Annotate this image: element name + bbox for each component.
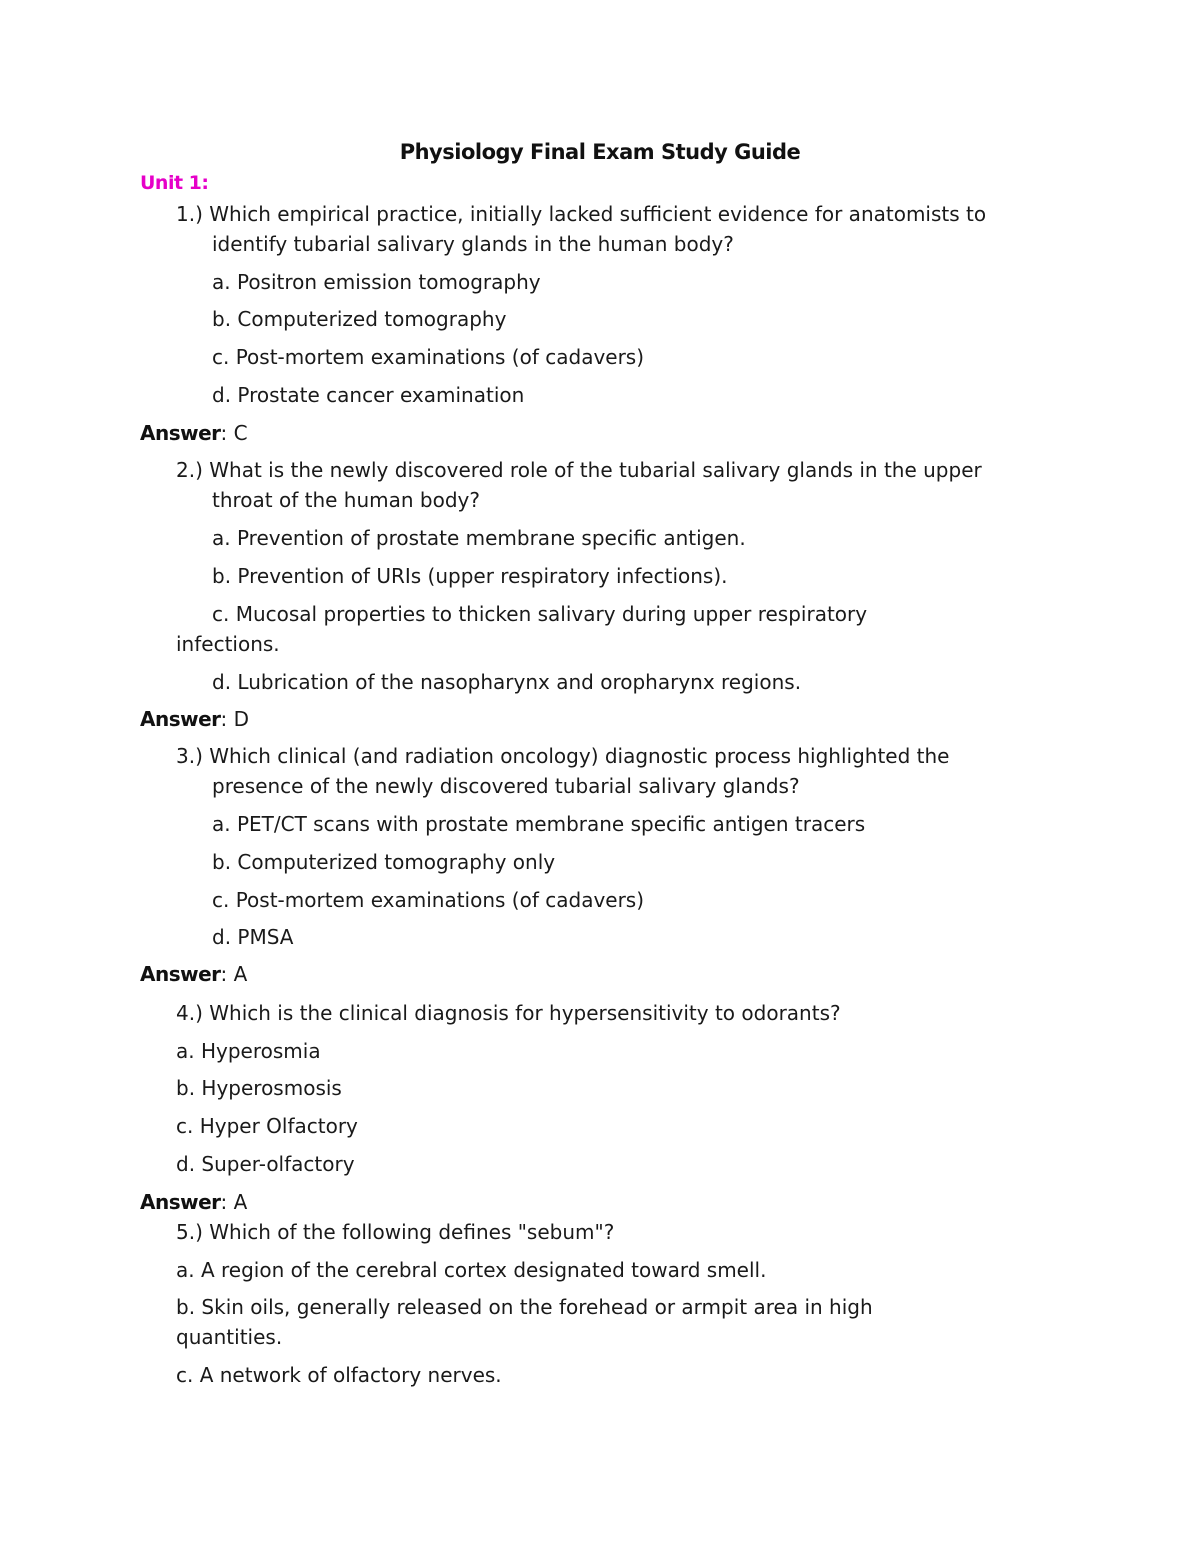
question-3-stem-line-1: 3.) Which clinical (and radiation oncology) diagnostic process highlighted the (176, 744, 950, 768)
question-3-option-a: a. PET/CT scans with prostate membrane specific antigen tracers (212, 812, 866, 836)
question-1-option-b: b. Computerized tomography (212, 307, 507, 331)
answer-label: Answer (140, 1190, 221, 1214)
answer-value: : A (220, 1190, 248, 1214)
question-4-option-b: b. Hyperosmosis (176, 1076, 342, 1100)
question-3-answer (140, 959, 247, 989)
question-4-answer (140, 1187, 247, 1217)
question-4-option-a: a. Hyperosmia (176, 1039, 321, 1063)
question-3-option-c: c. Post-mortem examinations (of cadavers) (212, 888, 645, 912)
unit-heading: Unit 1: (140, 172, 209, 194)
question-1-option-d: d. Prostate cancer examination (212, 383, 525, 407)
answer-label: Answer (140, 421, 221, 445)
question-1-option-a: a. Positron emission tomography (212, 270, 541, 294)
answer-value: : A (220, 962, 248, 986)
question-2-option-b: b. Prevention of URIs (upper respiratory infections). (212, 564, 728, 588)
question-5-stem: 5.) Which of the following defines "sebum"? (176, 1220, 615, 1244)
question-1-answer (140, 418, 248, 448)
question-4-option-c: c. Hyper Olfactory (176, 1114, 358, 1138)
question-5-option-c: c. A network of olfactory nerves. (176, 1363, 502, 1387)
answer-value: : D (220, 707, 250, 731)
question-4-option-d: d. Super-olfactory (176, 1152, 355, 1176)
answer-value: : C (220, 421, 248, 445)
question-3-option-d: d. PMSA (212, 925, 294, 949)
question-3-stem-line-2: presence of the newly discovered tubarial salivary glands? (212, 774, 800, 798)
question-5-option-b-continued: quantities. (176, 1325, 283, 1349)
question-2-stem-line-1: 2.) What is the newly discovered role of the tubarial salivary glands in the upper (176, 458, 982, 482)
question-1-stem-line-1: 1.) Which empirical practice, initially lacked sufficient evidence for anatomists to (176, 202, 987, 226)
question-5-option-b: b. Skin oils, generally released on the forehead or armpit area in high (176, 1295, 873, 1319)
question-4-stem: 4.) Which is the clinical diagnosis for hypersensitivity to odorants? (176, 1001, 841, 1025)
question-3-option-b: b. Computerized tomography only (212, 850, 556, 874)
question-1-stem-line-2: identify tubarial salivary glands in the human body? (212, 232, 734, 256)
question-2-option-c: c. Mucosal properties to thicken salivary during upper respiratory (212, 602, 868, 626)
question-2-option-c-continued: infections. (176, 632, 280, 656)
answer-label: Answer (140, 707, 221, 731)
question-5-option-a: a. A region of the cerebral cortex designated toward smell. (176, 1258, 767, 1282)
question-2-stem-line-2: throat of the human body? (212, 488, 481, 512)
answer-label: Answer (140, 962, 221, 986)
question-2-option-a: a. Prevention of prostate membrane specific antigen. (212, 526, 746, 550)
page-title: Physiology Final Exam Study Guide (399, 140, 801, 164)
question-1-option-c: c. Post-mortem examinations (of cadavers) (212, 345, 645, 369)
question-2-option-d: d. Lubrication of the nasopharynx and oropharynx regions. (212, 670, 802, 694)
question-2-answer (140, 704, 249, 734)
